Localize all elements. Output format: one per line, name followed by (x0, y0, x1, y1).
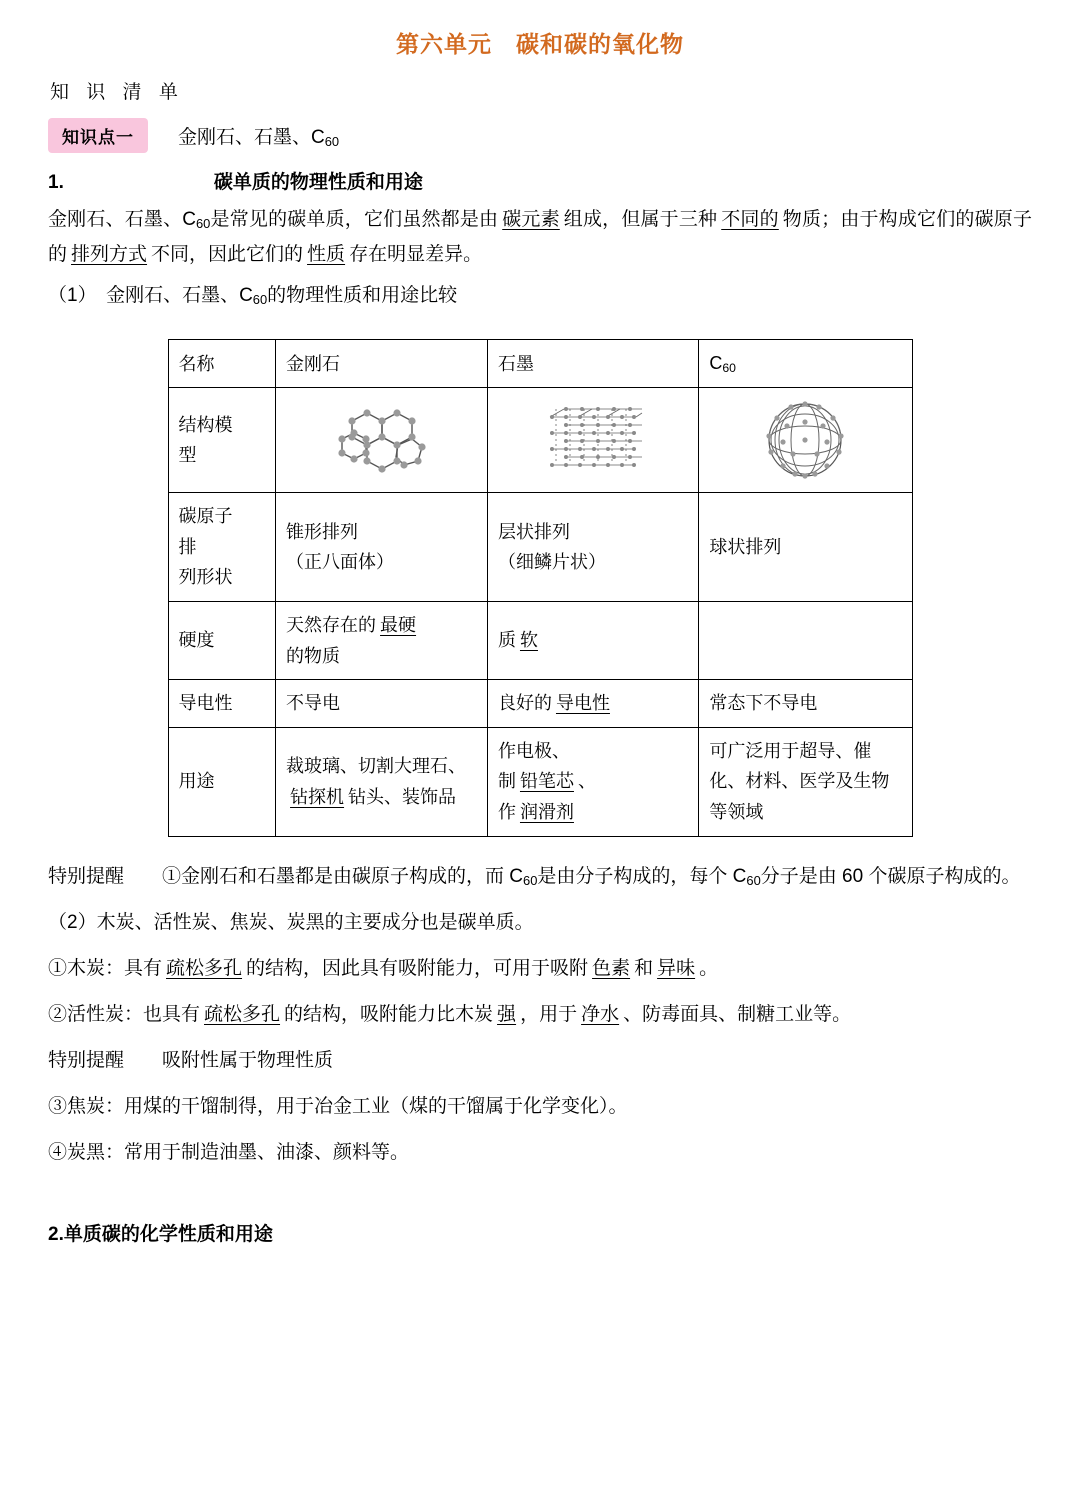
fill-blank-use-graphite-1: 铅笔芯 (519, 771, 574, 792)
fill-blank-conductivity: 导电性 (555, 693, 610, 714)
table-header-cell: 石墨 (487, 340, 698, 388)
fullerene-model-icon (699, 388, 912, 493)
table-row (168, 680, 912, 728)
cell-arrangement-c60: 球状排列 (699, 493, 912, 602)
note-4-text-1: ②活性炭：也具有 (48, 1003, 201, 1025)
page-title: 第六单元 碳和碳的氧化物 (396, 31, 684, 57)
comparison-table-wrap (48, 339, 1032, 836)
item1-number: 1. (48, 172, 64, 193)
graphite-model-icon (487, 388, 698, 493)
row-label-arrangement: 碳原子 排 列形状 (168, 493, 276, 602)
item1-paragraph (48, 202, 1032, 272)
tip-1-text-3: 分子是由 60 个碳原子构成的。 (760, 865, 1021, 887)
tip-1 (48, 859, 1032, 895)
knowledge-point-row (48, 118, 1032, 153)
table-row (168, 727, 912, 836)
table-row (168, 493, 912, 602)
item1-heading-text: 碳单质的物理性质和用途 (213, 172, 423, 193)
knowledge-point-badge: 知识点一 (48, 118, 148, 153)
para-sub-1: 60 (195, 216, 211, 232)
row-label-uses: 用途 (168, 727, 276, 836)
note-line-2: （2）木炭、活性炭、焦炭、炭黑的主要成分也是碳单质。 (48, 911, 534, 933)
note-3-text-3: 和 (634, 957, 654, 979)
cell-uses-graphite: 作电极、 制 铅笔芯 、 作 润滑剂 (487, 727, 698, 836)
item1-heading (48, 167, 1032, 194)
para-text-5: 不同，因此它们的 (151, 244, 304, 266)
para-text-2: 是常见的碳单质，它们虽然都是由 (210, 209, 499, 230)
table-header-row (168, 340, 912, 388)
fill-blank-water-purify: 净水 (581, 1003, 620, 1025)
table-header-cell: 金刚石 (276, 340, 488, 388)
fill-blank-2: 不同的 (721, 209, 779, 230)
cell-conductivity-c60: 常态下不导电 (699, 680, 912, 728)
fill-blank-hardness-graphite: 软 (519, 630, 538, 651)
table-header-cell: $C_{60}$ (699, 340, 912, 388)
comparison-table (168, 339, 913, 836)
note-line-4 (48, 997, 1032, 1033)
fill-blank-use-diamond: 钻探机 (290, 786, 345, 807)
section-label: 知 识 清 单 (50, 82, 184, 103)
tip-2-text: 吸附性属于物理性质 (162, 1049, 334, 1071)
note-line-6: ④炭黑：常用于制造油墨、油漆、颜料等。 (48, 1142, 410, 1164)
tip-2-label: 特别提醒 (48, 1049, 125, 1071)
row-label-conductivity: 导电性 (168, 680, 276, 728)
cell-hardness-c60 (699, 602, 912, 680)
item2-heading: 2.单质碳的化学性质和用途 (48, 1224, 273, 1246)
note-line-3 (48, 951, 1032, 987)
cell-conductivity-diamond: 不导电 (276, 680, 488, 728)
tip-1-sub-2: 60 (746, 872, 761, 888)
knowledge-point-title: 金刚石、石墨、$C_{60}$ (178, 126, 340, 150)
cell-hardness-graphite: 质 软 (487, 602, 698, 680)
fill-blank-stronger: 强 (497, 1003, 517, 1025)
note-line-5: ③焦炭：用煤的干馏制得，用于冶金工业（煤的干馏属于化学变化）。 (48, 1096, 628, 1118)
tip-2 (48, 1043, 1032, 1079)
fill-blank-adsorb-1: 色素 (592, 957, 631, 979)
table-row (168, 388, 912, 493)
tip-1-label: 特别提醒 (48, 865, 125, 887)
tip-1-text-2: 是由分子构成的，每个 C (537, 865, 747, 887)
note-3-text-4: 。 (699, 957, 719, 979)
para-text-1: 金刚石、石墨、C (48, 209, 196, 230)
item1-sub1: （1） 金刚石、石墨、$C_{60}$的物理性质和用途比较 (48, 285, 458, 308)
cell-conductivity-graphite: 良好的 导电性 (487, 680, 698, 728)
para-text-3: 组成，但属于三种 (563, 209, 718, 230)
cell-hardness-diamond: 天然存在的 最硬 的物质 (276, 602, 488, 680)
row-label-structure: 结构模 型 (168, 388, 276, 493)
fill-blank-activated-structure: 疏松多孔 (204, 1003, 281, 1025)
cell-uses-diamond: 裁玻璃、切割大理石、钻探机 钻头、装饰品 (276, 727, 488, 836)
note-4-text-4: 、防毒面具、制糖工业等。 (623, 1003, 852, 1025)
fill-blank-hardness-diamond: 最硬 (380, 615, 417, 636)
table-row (168, 602, 912, 680)
fill-blank-charcoal-structure: 疏松多孔 (166, 957, 243, 979)
note-3-text-2: 的结构，因此具有吸附能力，可用于吸附 (246, 957, 589, 979)
para-text-4: 物质；由于构成它们的碳原子的 (48, 209, 1032, 266)
cell-arrangement-graphite: 层状排列 （细鳞片状） (487, 493, 698, 602)
cell-uses-c60: 可广泛用于超导、催化、材料、医学及生物等领域 (699, 727, 912, 836)
para-text-6: 存在明显差异。 (349, 244, 483, 266)
fill-blank-adsorb-2: 异味 (657, 957, 696, 979)
tip-1-text-1: ①金刚石和石墨都是由碳原子构成的，而 C (162, 865, 524, 887)
fill-blank-3: 排列方式 (71, 244, 148, 266)
table-header-cell: 名称 (168, 340, 276, 388)
fill-blank-1: 碳元素 (502, 209, 560, 230)
fill-blank-use-graphite-2: 润滑剂 (519, 802, 574, 823)
cell-arrangement-diamond: 锥形排列 （正八面体） (276, 493, 488, 602)
row-label-hardness: 硬度 (168, 602, 276, 680)
note-3-text-1: ①木炭：具有 (48, 957, 163, 979)
diamond-model-icon (276, 388, 488, 493)
note-4-text-2: 的结构，吸附能力比木炭 (284, 1003, 494, 1025)
tip-1-sub-1: 60 (523, 872, 538, 888)
fill-blank-4: 性质 (307, 244, 346, 266)
note-4-text-3: ，用于 (520, 1003, 578, 1025)
